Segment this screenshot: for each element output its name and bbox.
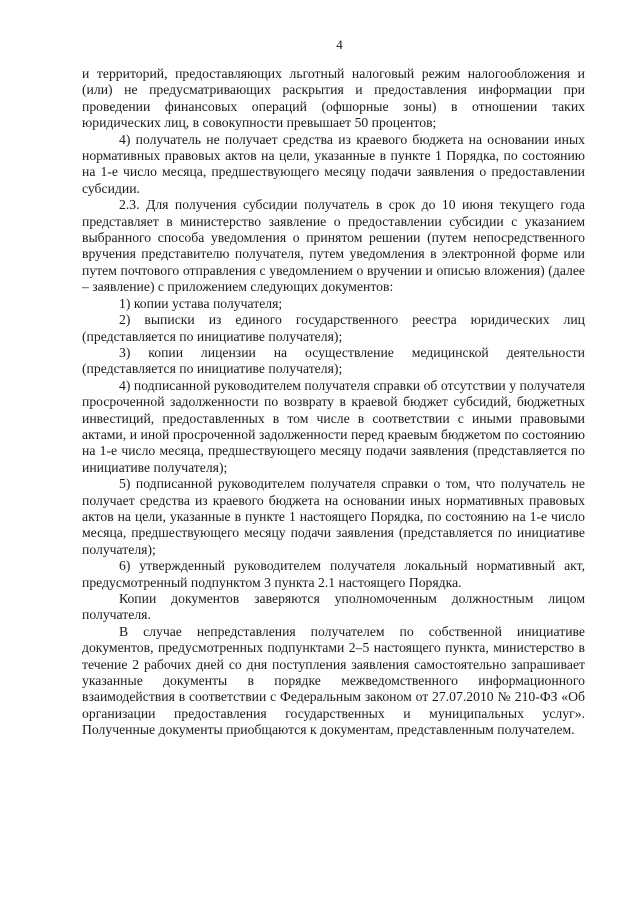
document-body [82, 66, 585, 739]
list-item-2: 2) выписки из единого государственного реестра юридических лиц (представляется по инициативе получателя); [82, 312, 585, 344]
paragraph-interagency-request: В случае непредставления получателем по собственной инициативе документов, предусмотренных подпунктами 2–5 настоящего пункта, министерство в течение 2 рабочих дней со дня поступления заявления самостоятельно запрашивает указанные документы в порядке межведомственного информационного взаимодействия в соответствии с Федеральным законом от 27.07.2010 № 210-ФЗ «Об организации предоставления государственных и муниципальных услуг». Полученные документы приобщаются к документам, представленным получателем. [82, 623, 585, 738]
paragraph-copies: Копии документов заверяются уполномоченным должностным лицом получателя. [82, 591, 585, 623]
paragraph-condition-4: 4) получатель не получает средства из краевого бюджета на основании иных нормативных правовых актов на цели, указанные в пункте 1 Порядка, по состоянию на 1-е число месяца, предшествующего месяцу подачи заявления о предоставлении субсидии. [82, 131, 585, 196]
list-item-3: 3) копии лицензии на осуществление медицинской деятельности (представляется по инициативе получателя); [82, 344, 585, 377]
list-item-5: 5) подписанной руководителем получателя справки о том, что получатель не получает средства из краевого бюджета на основании иных нормативных правовых актов на цели, указанные в пункте 1 настоящего Порядка, по состоянию на 1-е число месяца, предшествующего месяцу подачи заявления (представляется по инициативе получателя); [82, 476, 585, 557]
list-item-6: 6) утвержденный руководителем получателя локальный нормативный акт, предусмотренный подпунктом 3 пункта 2.1 настоящего Порядка. [82, 558, 585, 590]
paragraph-section-2-3: 2.3. Для получения субсидии получатель в срок до 10 июня текущего года представляет в министерство заявление о предоставлении субсидии с указанием выбранного способа уведомления о принятом решении (путем непосредственного вручения представителю получателя, путем уведомления в электронной форме или путем почтового отправления с уведомлением о вручении и описью вложения) (далее – заявление) с приложением следующих документов: [82, 197, 585, 295]
list-item-4: 4) подписанной руководителем получателя справки об отсутствии у получателя просроченной задолженности по возврату в краевой бюджет субсидий, бюджетных инвестиций, предоставленных в том числе в соответствии с иными правовыми актами, и иной просроченной задолженности перед краевым бюджетом по состоянию на 1-е число месяца, предшествующего месяцу подачи заявления (представляется по инициативе получателя); [82, 377, 585, 475]
paragraph-continuation: и территорий, предоставляющих льготный налоговый режим налогообложения и (или) не предусматривающих раскрытия и предоставления информации при проведении финансовых операций (офшорные зоны) в отношении таких юридических лиц, в совокупности превышает 50 процентов; [82, 66, 585, 131]
list-item-1: 1) копии устава получателя; [119, 295, 283, 311]
page-number: 4 [336, 37, 343, 52]
